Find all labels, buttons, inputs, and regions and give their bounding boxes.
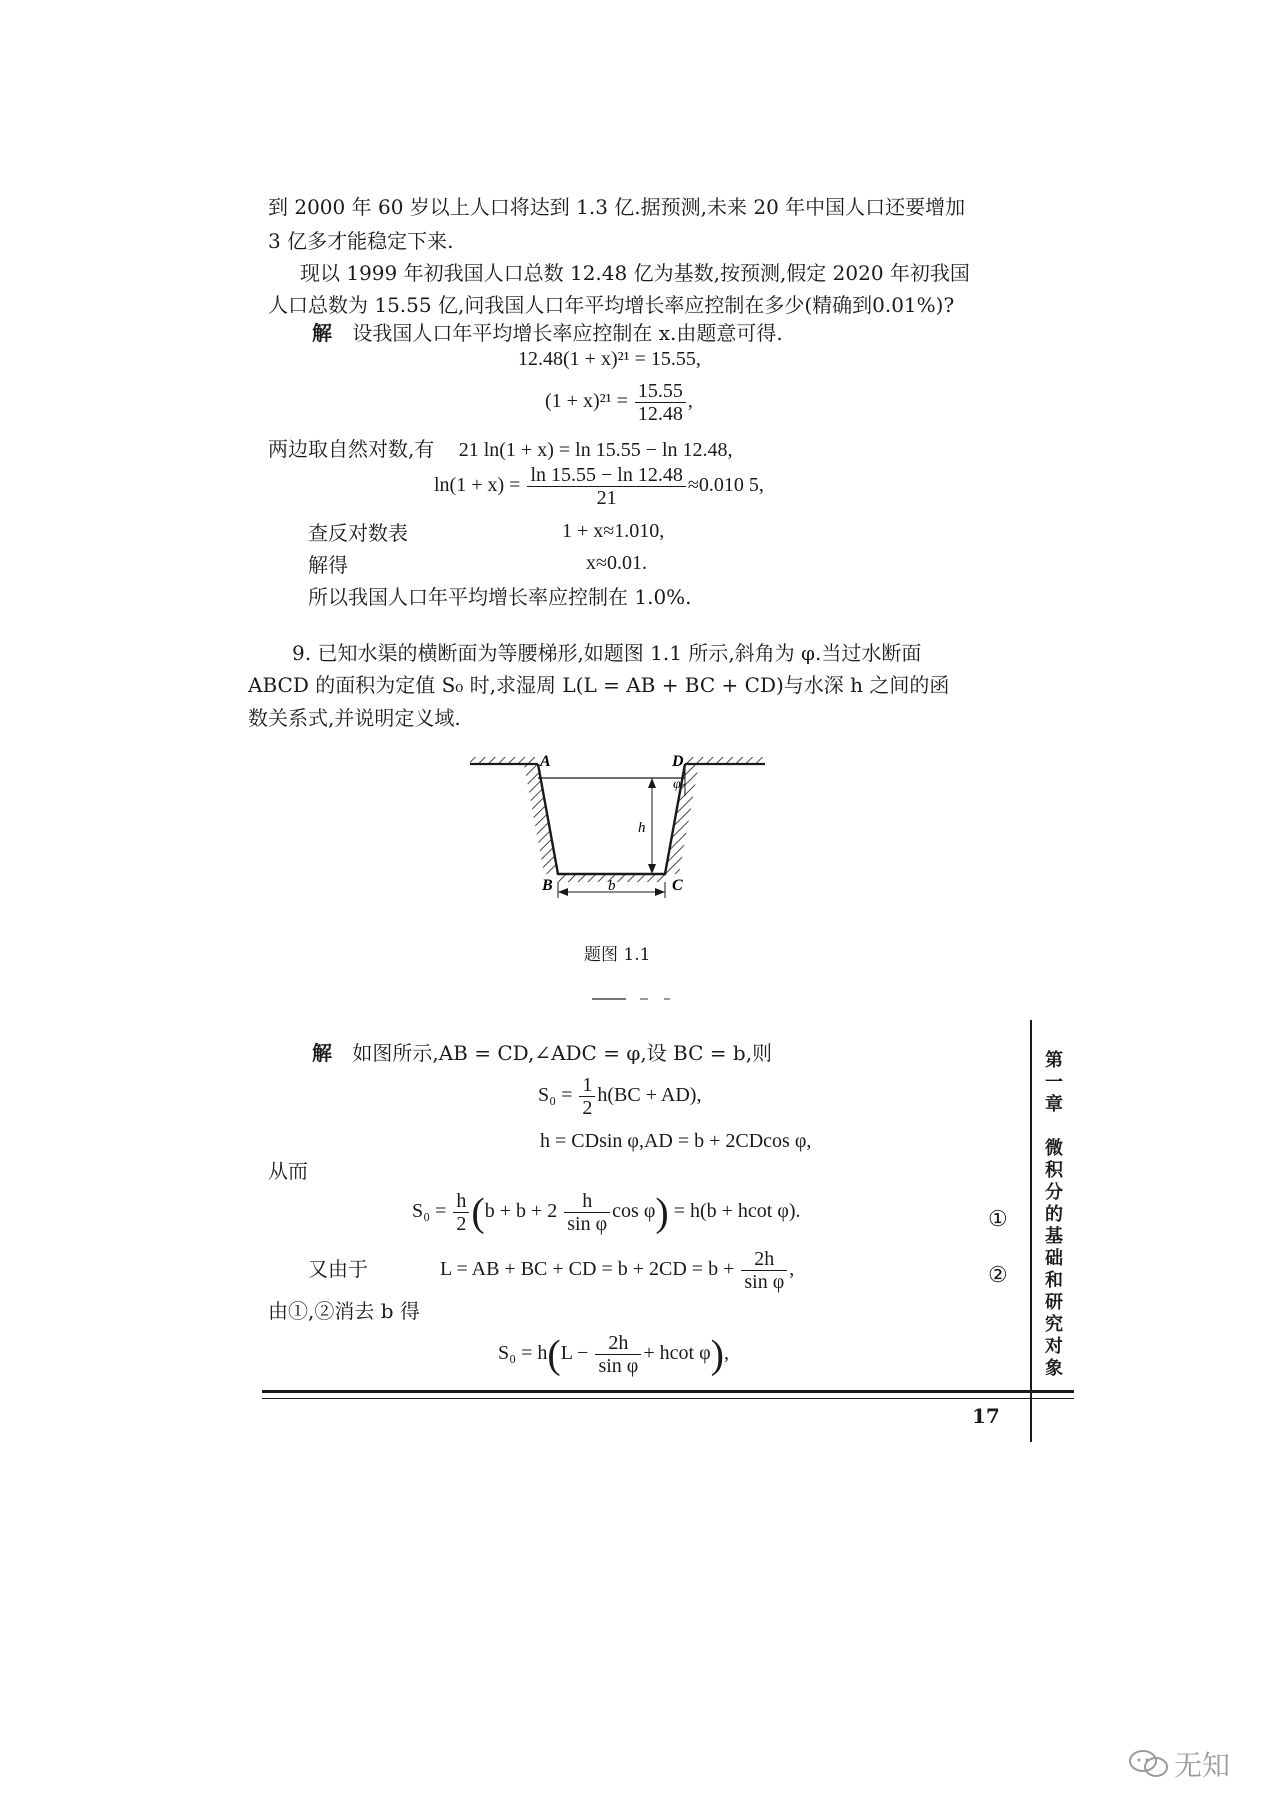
separator-dash [640,998,648,1000]
label-D: D [672,753,684,770]
equation-log-rhs: ≈0.010 5, [687,474,764,497]
equation-marker-1: ① [988,1206,1008,1231]
solution-9-lead [312,1040,772,1066]
fraction-denominator: sin φ [744,1271,785,1293]
equation-5-inner-2: + hcot φ [643,1342,711,1365]
label-C: C [672,877,683,894]
footer-rule-thin [262,1398,1074,1399]
fraction-numerator: 15.55 [635,380,686,403]
fraction-denominator: 12.48 [637,403,683,425]
equation-area [538,1074,701,1119]
fraction-numerator: 1 [579,1074,595,1097]
sidebar-char: 第 [1045,1050,1063,1071]
sidebar-char: 的 [1045,1204,1063,1225]
intro-line-2: 3 亿多才能稳定下来. [268,229,454,253]
take-log-equation: 21 ln(1 + x) = ln 15.55 − ln 12.48, [458,439,733,461]
sidebar-char: 对 [1045,1336,1063,1357]
figure-caption: 题图 1.1 [584,945,651,965]
fraction [564,1190,610,1235]
fraction-denominator: 2 [456,1213,467,1235]
equation-3-inner-1: b + b + 2 [484,1200,558,1223]
separator-dash [664,998,670,1000]
equation-depth: h = CDsin φ,AD = b + 2CDcos φ, [540,1130,812,1152]
fraction-numerator: h [564,1190,610,1213]
equation-area-rhs: h(BC + AD), [597,1084,702,1107]
equation-ratio-end: , [687,390,693,413]
intro-para2-line-1: 现以 1999 年初我国人口总数 12.48 亿为基数,按预测,假定 2020 年初我国 [300,261,970,285]
equation-marker-2: ② [988,1262,1008,1287]
solution-8-conclusion: 所以我国人口年平均增长率应控制在 1.0%. [308,585,692,609]
fraction-denominator: 2 [582,1097,593,1119]
depth-arrow-bottom [648,864,656,874]
sidebar-vertical-rule [1030,1020,1032,1442]
thus-label: 从而 [268,1159,308,1183]
separator-dash [592,998,626,1000]
equation-3-inner-2: cos φ [612,1200,656,1223]
depth-arrow-top [648,778,656,788]
label-b: b [608,878,616,894]
fraction-denominator: sin φ [598,1355,639,1377]
take-log-text: 两边取自然对数,有 [268,437,435,461]
label-h: h [638,820,646,836]
fraction [595,1332,641,1377]
sidebar-char: 微 [1045,1138,1063,1159]
page-number: 17 [972,1404,1000,1428]
chapter-sidebar [1036,1050,1072,1380]
sidebar-char: 一 [1045,1072,1063,1093]
sidebar-char: 研 [1045,1292,1063,1313]
solution-9-lead-text: 如图所示,AB = CD,∠ADC = φ,设 BC = b,则 [352,1041,773,1065]
label-B: B [542,877,553,894]
sidebar-char: 分 [1045,1182,1063,1203]
fraction-denominator: 21 [596,487,617,509]
solution-label: 解 [312,321,332,345]
channel-outline [538,764,685,874]
width-arrow-right [655,888,665,896]
footer-rule-thick [262,1390,1074,1393]
solution-8-lead-text: 设我国人口年平均增长率应控制在 x.由题意可得. [352,321,783,345]
solve-label: 解得 [308,553,348,577]
fraction [741,1248,787,1293]
sidebar-char: 章 [1045,1094,1063,1115]
also-label: 又由于 [308,1257,368,1281]
lookup-equation: 1 + x≈1.010, [562,520,665,542]
sidebar-char: 象 [1045,1358,1063,1379]
fraction-numerator: ln 15.55 − ln 12.48 [527,464,685,487]
equation-log [434,464,764,509]
intro-line-1: 到 2000 年 60 岁以上人口将达到 1.3 亿.据预测,未来 20 年中国人口还要增加 [268,195,966,219]
take-log-line [268,436,733,463]
label-A: A [540,753,551,770]
equation-4-lhs: L = AB + BC + CD = b + 2CD = b + [440,1258,735,1281]
chat-bubble-icon [1128,1748,1170,1780]
sidebar-char: 和 [1045,1270,1063,1291]
equation-5-end: , [723,1342,729,1365]
problem-9-line-1: 9. 已知水渠的横断面为等腰梯形,如题图 1.1 所示,斜角为 φ.当过水断面 [292,641,922,665]
equation-growth: 12.48(1 + x)²¹ = 15.55, [518,348,701,370]
equation-5-inner-1: L − [560,1342,589,1365]
channel-diagram [460,752,790,917]
equation-4-end: , [789,1258,795,1281]
equation-final: S₀ = h(L − $\frac{2h}{\text{sin φ}}$ + hcot φ), [498,1331,729,1377]
sidebar-char: 积 [1045,1160,1063,1181]
equation-area-expanded: S₀ = $\frac{h}{2}$ (b + b + 2 $\frac{h}{\text{sin φ}}$ cos φ) = h(b + hcot φ). [412,1189,801,1235]
equation-ratio-lhs: (1 + x)²¹ = [545,390,628,413]
equation-5-lhs: S₀ = h [498,1342,548,1365]
sidebar-char: 究 [1045,1314,1063,1335]
fraction [453,1190,469,1235]
fraction-numerator: 2h [741,1248,787,1271]
intro-para2-line-2: 人口总数为 15.55 亿,问我国人口年平均增长率应控制在多少(精确到0.01%)? [268,293,955,317]
equation-ratio [545,380,693,425]
fraction [527,464,685,509]
problem-9-line-2: ABCD 的面积为定值 S₀ 时,求湿周 L(L = AB + BC + CD)与水深 h 之间的函 [248,673,950,697]
fraction-numerator: 2h [595,1332,641,1355]
equation-perimeter [440,1248,794,1293]
watermark-text: 无知 [1174,1749,1231,1782]
width-arrow-left [558,888,568,896]
lookup-label: 查反对数表 [308,521,408,545]
problem-9-line-3: 数关系式,并说明定义域. [248,706,461,730]
fraction-denominator: sin φ [567,1213,608,1235]
fraction-numerator: h [453,1190,469,1213]
watermark [1128,1744,1230,1784]
solution-8-lead [312,320,783,346]
equation-area-lhs: S₀ = [538,1084,573,1107]
fraction [579,1074,595,1119]
equation-3-lhs: S₀ = [412,1200,447,1223]
solve-equation: x≈0.01. [586,552,647,574]
label-phi: φ [673,777,681,792]
equation-log-lhs: ln(1 + x) = [434,474,521,497]
sidebar-char: 基 [1045,1226,1063,1247]
solution-label: 解 [312,1041,332,1065]
sidebar-char: 础 [1045,1248,1063,1269]
eliminate-line: 由①,②消去 b 得 [268,1299,420,1323]
equation-3-rhs: = h(b + hcot φ). [673,1200,801,1223]
fraction [635,380,686,425]
